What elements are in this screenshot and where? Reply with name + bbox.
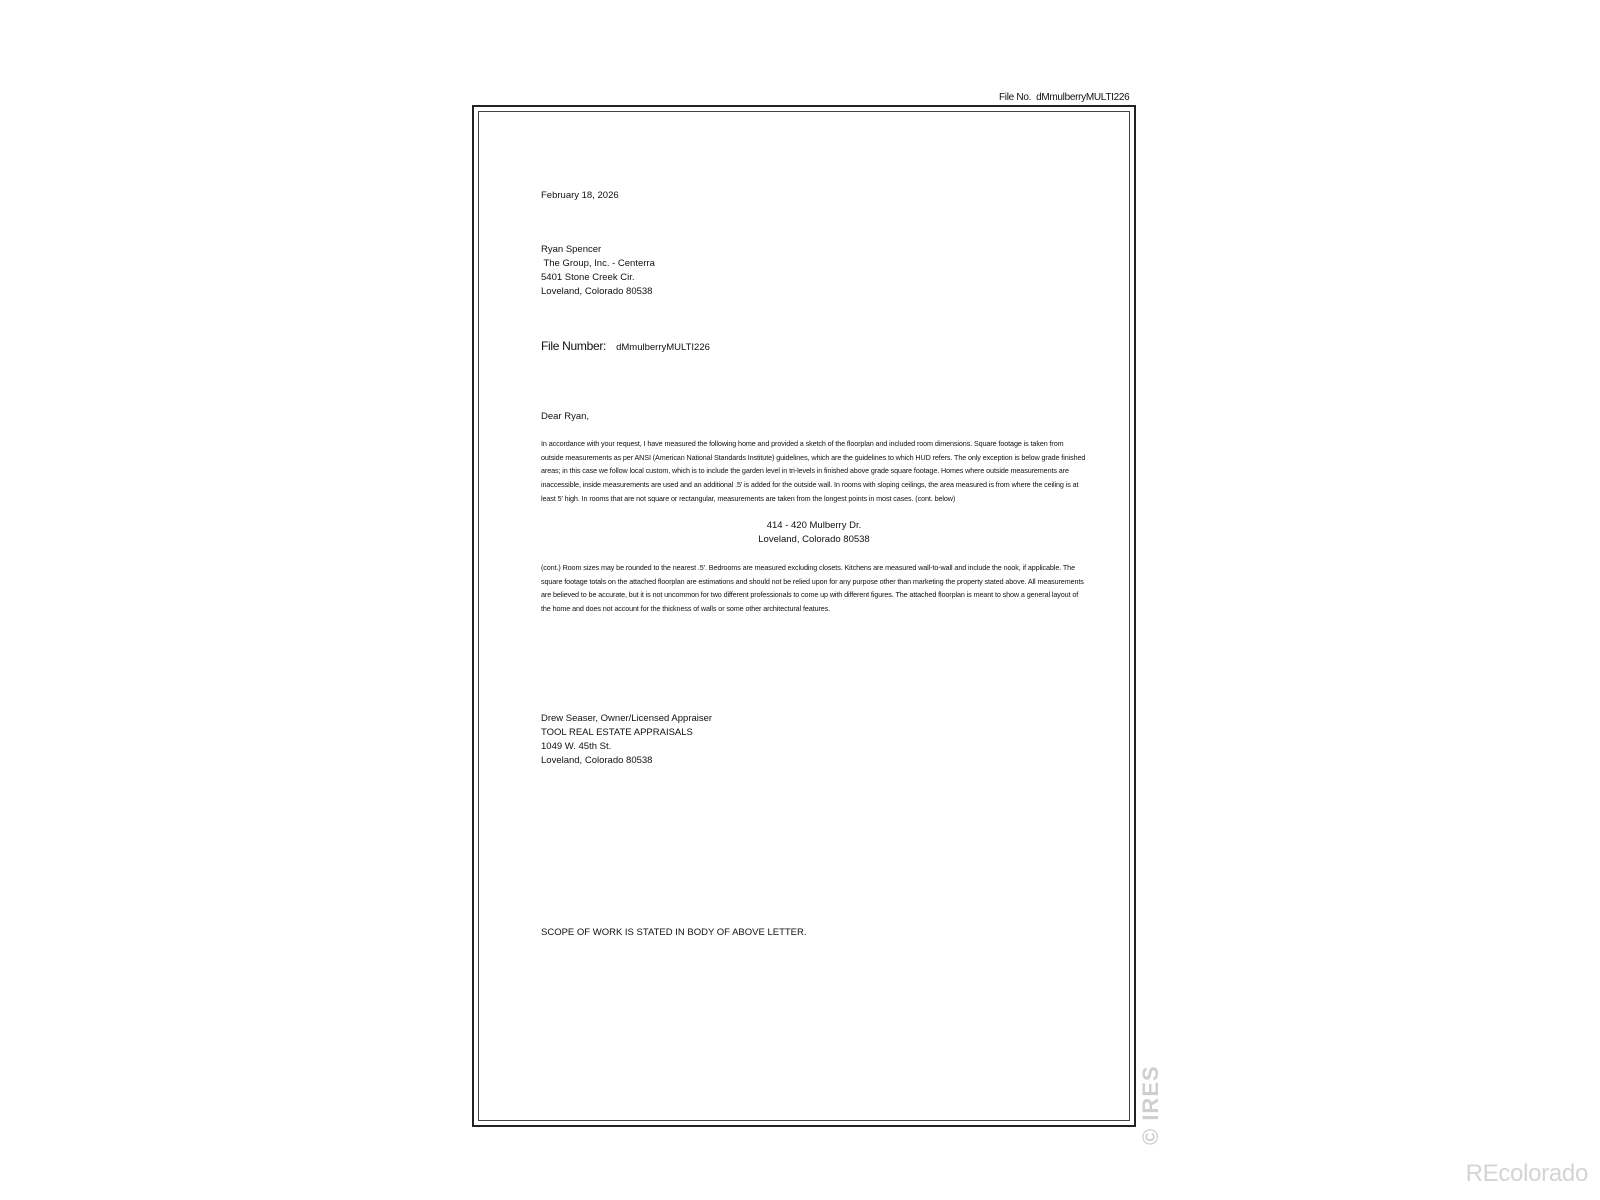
recipient-street: 5401 Stone Creek Cir. <box>541 272 635 283</box>
recipient-name: Ryan Spencer <box>541 244 602 255</box>
property-street: 414 - 420 Mulberry Dr. <box>766 520 862 531</box>
ires-watermark: © IRES <box>1138 1065 1163 1145</box>
property-city: Loveland, Colorado 80538 <box>758 534 870 545</box>
recipient-city: Loveland, Colorado 80538 <box>541 286 653 297</box>
property-address <box>541 519 1087 547</box>
body-paragraph-1: In accordance with your request, I have measured the following home and provided a sketch of the floorplan and included room dimensions. Square footage is taken from outside measurements as per ANSI (American National Standards Institute) guidelines, which are the guidelines to which HUD refers. The only exception is below grade finished areas; in this case we follow local custom, which is to include the garden level in tri-levels in finished above grade square footage. Homes where outside measurements are inaccessible, inside measurements are used and an additional .5' is added for the outside wall. In rooms with sloping ceilings, the area measured is from where the ceiling is at least 5' high. In rooms that are not square or rectangular, measurements are taken from the longest points in most cases. (cont. below) <box>541 439 1086 503</box>
signer-city: Loveland, Colorado 80538 <box>541 755 653 766</box>
recipient-company: The Group, Inc. - Centerra <box>541 258 655 269</box>
signer-street: 1049 W. 45th St. <box>541 741 612 752</box>
file-number-header-label: File No. <box>999 92 1032 103</box>
recipient-address <box>541 243 655 299</box>
file-number-label: File Number: <box>541 339 607 353</box>
file-number-value: dMmulberryMULTI226 <box>616 342 710 353</box>
file-number-header <box>999 92 1129 103</box>
recolorado-watermark: REcolorado <box>1465 1160 1588 1187</box>
signer-name: Drew Seaser, Owner/Licensed Appraiser <box>541 713 713 724</box>
scope-statement: SCOPE OF WORK IS STATED IN BODY OF ABOVE LETTER. <box>541 927 807 938</box>
signer-company: TOOL REAL ESTATE APPRAISALS <box>541 727 693 738</box>
greeting: Dear Ryan, <box>541 411 590 422</box>
letter-date: February 18, 2026 <box>541 190 619 201</box>
file-number-line <box>541 339 710 355</box>
file-number-header-value: dMmulberryMULTI226 <box>1036 92 1130 103</box>
body-paragraph-2: (cont.) Room sizes may be rounded to the nearest .5'. Bedrooms are measured excluding closets. Kitchens are measured wall-to-wall and include the nook, if applicable. The square footage totals on the attached floorplan are estimations and should not be relied upon for any purpose other than marketing the property stated above. All measurements are believed to be accurate, but it is not uncommon for two different professionals to come up with different figures. The attached floorplan is meant to show a general layout of the home and does not account for the thickness of walls or some other architectural features. <box>541 563 1084 614</box>
signature-block <box>541 712 712 768</box>
